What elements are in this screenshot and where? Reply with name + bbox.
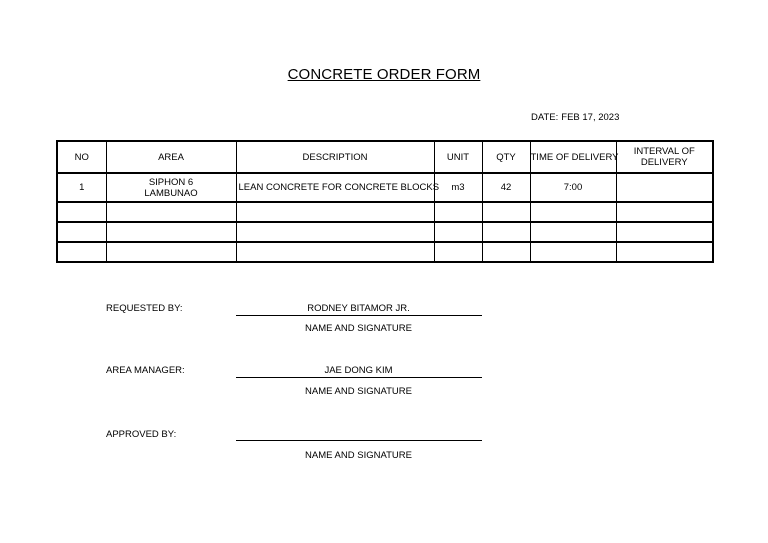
cell-interval-of-delivery xyxy=(616,173,713,202)
date-label: DATE: xyxy=(531,112,559,123)
form-title: CONCRETE ORDER FORM xyxy=(287,66,481,83)
empty-cell xyxy=(57,222,106,242)
requested-by-caption: NAME AND SIGNATURE xyxy=(305,323,412,334)
cell-description: LEAN CONCRETE FOR CONCRETE BLOCKS xyxy=(236,173,434,202)
empty-cell xyxy=(530,222,616,242)
cell-unit: m3 xyxy=(434,173,482,202)
requested-by-name: RODNEY BITAMOR JR. xyxy=(307,303,410,314)
header-no: NO xyxy=(57,141,106,173)
date-value: FEB 17, 2023 xyxy=(561,112,620,123)
table-row-empty xyxy=(57,242,713,262)
empty-cell xyxy=(482,242,530,262)
date-field xyxy=(531,112,619,123)
cell-qty: 42 xyxy=(482,173,530,202)
empty-cell xyxy=(106,202,236,222)
empty-cell xyxy=(434,202,482,222)
header-unit: UNIT xyxy=(434,141,482,173)
cell-area: SIPHON 6 LAMBUNAO xyxy=(106,173,236,202)
empty-cell xyxy=(434,242,482,262)
header-time-of-delivery: TIME OF DELIVERY xyxy=(530,141,616,173)
empty-cell xyxy=(106,222,236,242)
empty-cell xyxy=(482,222,530,242)
table-row xyxy=(57,173,713,202)
header-description: DESCRIPTION xyxy=(236,141,434,173)
empty-cell xyxy=(106,242,236,262)
empty-cell xyxy=(616,222,713,242)
area-manager-label: AREA MANAGER: xyxy=(106,365,185,376)
header-interval-of-delivery: INTERVAL OF DELIVERY xyxy=(616,141,713,173)
empty-cell xyxy=(57,242,106,262)
approved-by-caption: NAME AND SIGNATURE xyxy=(305,450,412,461)
area-manager-signature-line xyxy=(236,377,482,378)
header-area: AREA xyxy=(106,141,236,173)
approved-by-label: APPROVED BY: xyxy=(106,429,177,440)
empty-cell xyxy=(482,202,530,222)
empty-cell xyxy=(57,202,106,222)
table-row-empty xyxy=(57,222,713,242)
cell-no: 1 xyxy=(57,173,106,202)
cell-time-of-delivery: 7:00 xyxy=(530,173,616,202)
empty-cell xyxy=(616,202,713,222)
order-table xyxy=(56,140,714,263)
empty-cell xyxy=(236,242,434,262)
requested-by-signature-line xyxy=(236,315,482,316)
area-manager-name: JAE DONG KIM xyxy=(324,365,393,376)
approved-by-signature-line xyxy=(236,440,482,441)
header-qty: QTY xyxy=(482,141,530,173)
empty-cell xyxy=(236,202,434,222)
empty-cell xyxy=(236,222,434,242)
empty-cell xyxy=(434,222,482,242)
area-manager-caption: NAME AND SIGNATURE xyxy=(305,386,412,397)
empty-cell xyxy=(530,202,616,222)
table-header-row xyxy=(57,141,713,173)
empty-cell xyxy=(616,242,713,262)
requested-by-label: REQUESTED BY: xyxy=(106,303,183,314)
empty-cell xyxy=(530,242,616,262)
table-row-empty xyxy=(57,202,713,222)
